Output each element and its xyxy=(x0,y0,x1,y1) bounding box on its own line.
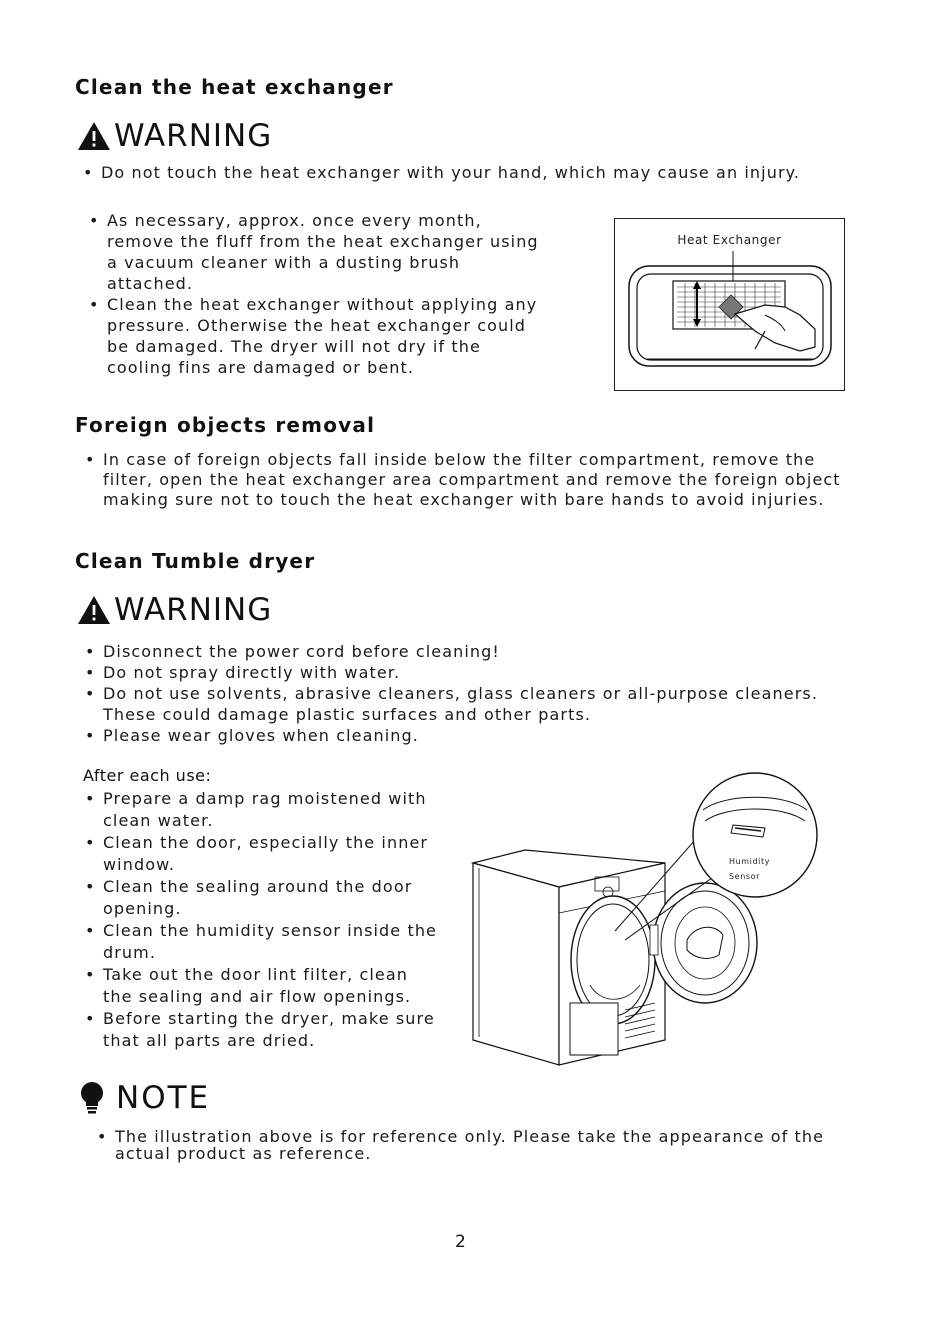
note-label: NOTE xyxy=(116,1080,211,1116)
list-item: • Disconnect the power cord before cleaning! xyxy=(77,641,857,662)
warning-label: WARNING xyxy=(114,592,273,628)
list-item: • In case of foreign objects fall inside below the filter compartment, remove the filter, open the heat exchanger area compartment and remove the foreign object making sure not to touch the heat exchanger with bare hands to avoid injuries. xyxy=(77,450,847,510)
note-heading xyxy=(78,1080,210,1116)
list-item: • Please wear gloves when cleaning. xyxy=(77,725,857,746)
after-each-use-list xyxy=(77,788,442,1052)
warning-triangle-icon xyxy=(76,120,112,152)
list-item: • Clean the sealing around the door opening. xyxy=(77,876,442,920)
warning-list-1 xyxy=(75,163,875,182)
heat-exchanger-figure xyxy=(614,218,845,391)
warning-heading-2 xyxy=(76,592,272,628)
warning-triangle-icon xyxy=(76,594,112,626)
dryer-figure xyxy=(465,765,845,1070)
list-item: • Do not use solvents, abrasive cleaners, glass cleaners or all-purpose cleaners. These could damage plastic surfaces and other parts. xyxy=(77,683,857,725)
list-item: • Clean the door, especially the inner window. xyxy=(77,832,442,876)
section-title-heat-exchanger: Clean the heat exchanger xyxy=(75,75,394,99)
list-item: • The illustration above is for reference only. Please take the appearance of the actual product as reference. xyxy=(89,1128,849,1162)
list-item: • Do not touch the heat exchanger with your hand, which may cause an injury. xyxy=(75,163,875,182)
section-title-foreign-objects: Foreign objects removal xyxy=(75,413,376,437)
list-item: • As necessary, approx. once every month, remove the fluff from the heat exchanger using a vacuum cleaner with a dusting brush attached. xyxy=(81,210,546,294)
figure-label-humidity: Humidity xyxy=(729,857,771,866)
list-item: • Clean the heat exchanger without applying any pressure. Otherwise the heat exchanger could be damaged. The dryer will not dry if the cooling fins are damaged or bent. xyxy=(81,294,546,378)
list-item: • Prepare a damp rag moistened with clean water. xyxy=(77,788,442,832)
lightbulb-icon xyxy=(78,1081,106,1115)
heat-exchanger-list xyxy=(81,210,546,378)
warning-heading-1 xyxy=(76,118,272,154)
after-each-use-heading: After each use: xyxy=(83,766,212,785)
dryer-illustration xyxy=(465,765,845,1070)
list-item: • Before starting the dryer, make sure that all parts are dried. xyxy=(77,1008,442,1052)
list-item: • Clean the humidity sensor inside the drum. xyxy=(77,920,442,964)
list-item: • Take out the door lint filter, clean the sealing and air flow openings. xyxy=(77,964,442,1008)
figure-label-sensor: Sensor xyxy=(729,872,761,881)
warning-label: WARNING xyxy=(114,118,273,154)
heat-exchanger-illustration xyxy=(615,219,846,392)
list-item: • Do not spray directly with water. xyxy=(77,662,857,683)
warning-list-2 xyxy=(77,641,857,746)
figure-label-heat-exchanger: Heat Exchanger xyxy=(677,233,782,247)
page-number: 2 xyxy=(455,1232,466,1252)
note-list xyxy=(89,1128,849,1162)
foreign-objects-list xyxy=(77,450,847,510)
section-title-clean-tumble-dryer: Clean Tumble dryer xyxy=(75,549,316,573)
